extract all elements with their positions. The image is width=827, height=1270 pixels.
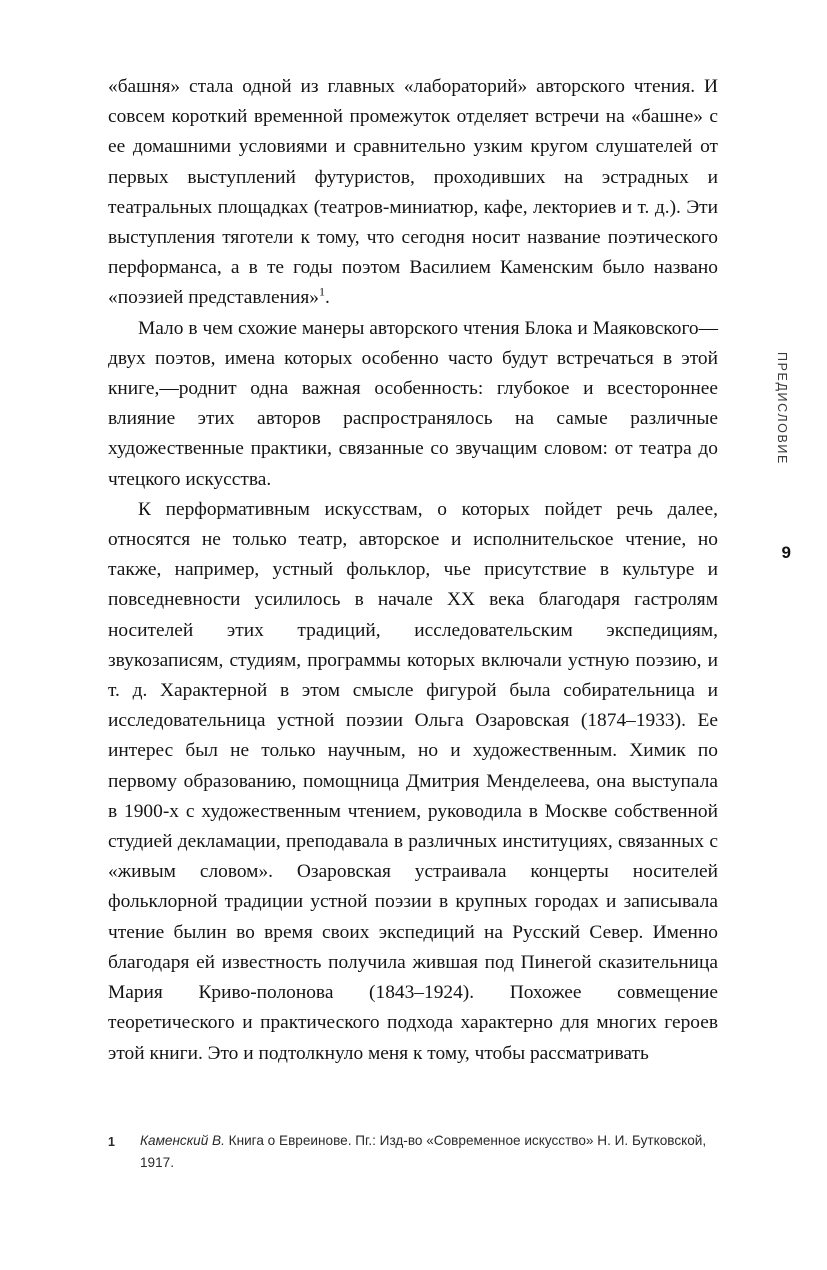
footnote-body: Книга о Евреинове. Пг.: Изд-во «Современное искусство» Н. И. Бутковской, 1917.	[140, 1133, 707, 1170]
footnote-author: Каменский В.	[140, 1133, 225, 1148]
footnote-area	[108, 1130, 720, 1174]
footnote-item	[108, 1130, 720, 1174]
footnote-reference-marker[interactable]: 1	[318, 284, 325, 299]
paragraph-1-text: «башня» стала одной из главных «лабораторий» авторского чтения. И совсем короткий временной промежуток отделяет встречи на «башне» с ее домашними условиями и сравнительно узким кругом слушателей от первых выступлений футуристов, проходивших на эстрадных и театральных площадках (театров-миниатюр, кафе, лекториев и т. д.). Эти выступления тяготели к тому, что сегодня носит название поэтического перформанса, а в те годы поэтом Василием Каменским было названо «поэзией представления»	[108, 76, 718, 309]
page-number: 9	[781, 543, 791, 562]
running-head: ПРЕДИСЛОВИЕ	[775, 352, 789, 465]
footnote-text	[140, 1130, 720, 1174]
footnote-number: 1	[108, 1135, 115, 1149]
paragraph-2: Мало в чем схожие манеры авторского чтения Блока и Маяковского—двух поэтов, имена которых особенно часто будут встречаться в этой книге,—роднит одна важная особенность: глубокое и всестороннее влияние этих авторов распространялось на самые различные художественные практики, связанные со звучащим словом: от театра до чтецкого искусства.	[108, 317, 718, 490]
body-text-column	[108, 72, 718, 1069]
paragraph-3: К перформативным искусствам, о которых пойдет речь далее, относятся не только театр, авторское и исполнительское чтение, но также, например, устный фольклор, чье присутствие в культуре и повседневности усилилось в начале XX века благодаря гастролям носителей этих традиций, исследовательским экспедициям, звукозаписям, студиям, программы которых включали устную поэзию, и т. д. Характерной в этом смысле фигурой была собирательница и исследовательница устной поэзии Ольга Озаровская (1874–1933). Ее интерес был не только научным, но и художественным. Химик по первому образованию, помощница Дмитрия Менделеева, она выступала в 1900-х с художественным чтением, руководила в Москве собственной студией декламации, преподавала в различных институциях, связанных с «живым словом». Озаровская устраивала концерты носителей фольклорной традиции устной поэзии в крупных городах и записывала чтение былин во время своих экспедиций на Русский Север. Именно благодаря ей известность получила жившая под Пинегой сказительница Мария Криво-полонова (1843–1924). Похожее совмещение теоретического и практического подхода характерно для многих героев этой книги. Это и подтолкнуло меня к тому, чтобы рассматривать	[108, 498, 718, 1064]
paragraph-1: «башня» стала одной из главных «лабораторий» авторского чтения. И совсем короткий временной промежуток отделяет встречи на «башне» с ее домашними условиями и сравнительно узким кругом слушателей от первых выступлений футуристов, проходивших на эстрадных и театральных площадках (театров-миниатюр, кафе, лекториев и т. д.). Эти выступления тяготели к тому, что сегодня носит название поэтического перформанса, а в те годы поэтом Василием Каменским было названо «поэзией представления»$^1$.	[108, 76, 718, 309]
